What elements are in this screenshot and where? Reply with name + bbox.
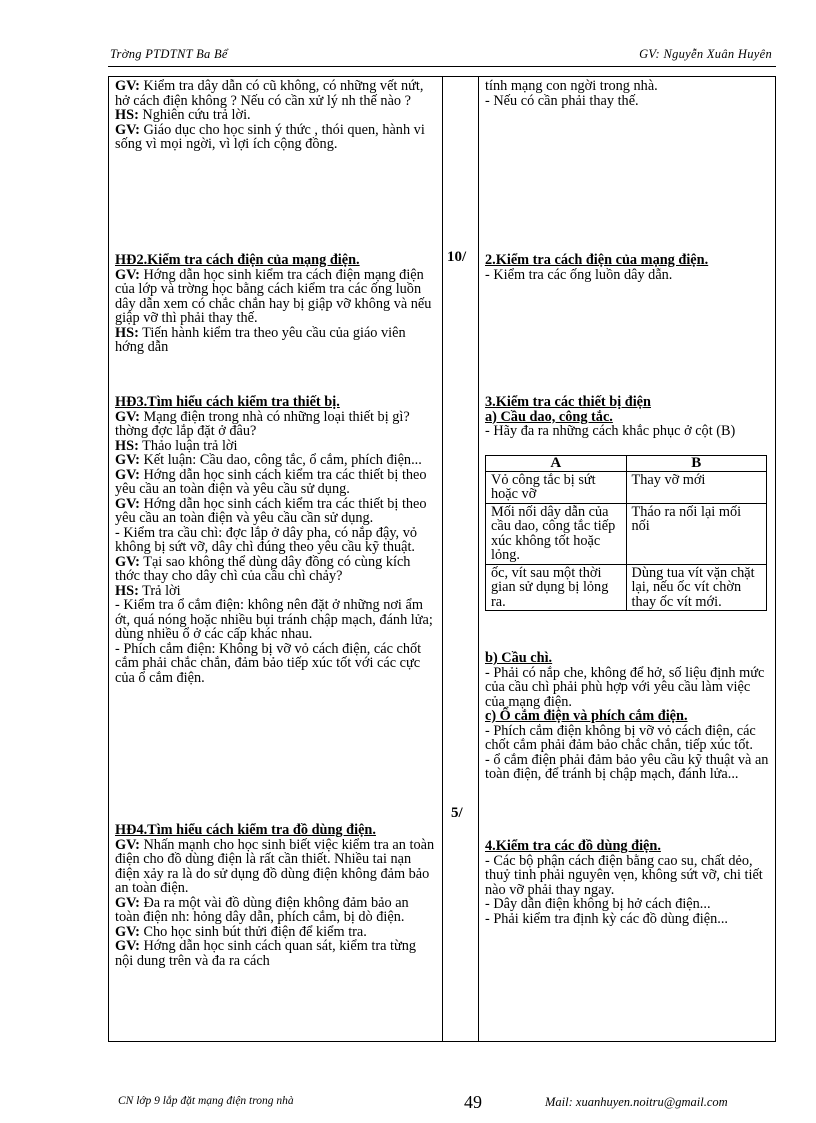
- line-text: Cho học sinh bút thửi điện để kiểm tra.: [139, 923, 367, 940]
- section-3-title: 3.Kiểm tra các thiết bị điện: [485, 394, 651, 410]
- section-4-text3: - Phải kiểm tra định kỳ các đồ dùng điện...: [485, 910, 728, 927]
- hd3-list: [115, 410, 436, 686]
- speaker-role: GV:: [115, 121, 140, 138]
- line-text: Hớng dẫn học sinh kiểm tra cách điện mạng điện của lớp và trờng học bằng cách kiểm tra các ống luồn dây dẫn xem có chắc chắn hay bị giập vỡ không và nếu giập vỡ thì phải thay thế.: [115, 266, 432, 326]
- dialogue-line: [115, 642, 436, 686]
- speaker-role: GV:: [115, 466, 140, 483]
- time-column: [442, 76, 478, 1042]
- dialogue-line: [115, 584, 436, 599]
- dialogue-line: [115, 925, 436, 940]
- hd2-list: [115, 268, 436, 355]
- dialogue-line: [115, 526, 436, 555]
- hd3-block: [115, 395, 436, 685]
- table-row: [486, 503, 767, 564]
- line-text: Thảo luận trả lời: [138, 437, 238, 454]
- line-text: Nhấn mạnh cho học sinh biết việc kiểm tra an toàn điện cho đồ dùng điện là rất cần thiết. Nhiều tai nạn điện xảy ra là do sử dụng đồ dùng điện không đảm bảo an toàn điện.: [115, 836, 435, 896]
- section-3b-title: b) Cầu chì.: [485, 650, 553, 666]
- speaker-role: GV:: [115, 836, 140, 853]
- time-hd4: 5/: [451, 805, 463, 821]
- right-intro-line2: - Nếu có cần phải thay thế.: [485, 92, 639, 109]
- fix-table: [485, 455, 767, 611]
- line-text: Hớng dẫn học sinh cách kiểm tra các thiết bị theo yêu cầu an toàn điện và yêu cầu sử dụng.: [115, 466, 427, 497]
- speaker-role: HS:: [115, 437, 139, 454]
- table-header-row: [486, 456, 767, 472]
- footer-course: CN lớp 9 lắp đặt mạng điện trong nhà: [118, 1095, 294, 1107]
- section-3a-text: - Hãy đa ra những cách khắc phục ở cột (B): [485, 423, 736, 439]
- line-text: Trả lời: [138, 582, 181, 599]
- speaker-role: GV:: [115, 553, 140, 570]
- section-3c-text1: - Phích cắm điện không bị vỡ vỏ cách điện, các chốt cắm phải đảm bảo chắc chắn, tiếp xúc tốt.: [485, 722, 756, 753]
- dialogue-line: [115, 453, 436, 468]
- line-text: Kết luận: Cầu dao, công tắc, ổ cắm, phích điện...: [139, 452, 422, 468]
- line-text: Đa ra một vài đồ dùng điện không đảm bảo an toàn điện nh: hỏng dây dẫn, phích cắm, bị dò điện.: [115, 894, 409, 925]
- table-cell-b: Tháo ra nối lại mối nối: [626, 503, 767, 564]
- footer-mail: Mail: xuanhuyen.noitru@gmail.com: [545, 1095, 728, 1109]
- table-header-a: A: [486, 456, 627, 472]
- hd4-list: [115, 838, 436, 969]
- table-cell-a: ốc, vít sau một thời gian sử dụng bị lỏng ra.: [486, 564, 627, 611]
- dialogue-line: [115, 123, 436, 152]
- speaker-role: GV:: [115, 923, 140, 940]
- header-school: Trờng PTDTNT Ba Bể: [110, 47, 228, 61]
- hd2-title: HĐ2.Kiểm tra cách điện của mạng điện.: [115, 252, 360, 268]
- hd3-title: HĐ3.Tìm hiểu cách kiểm tra thiết bị.: [115, 394, 340, 410]
- hd4-block: [115, 823, 436, 968]
- table-header-b: B: [626, 456, 767, 472]
- section-4: [485, 839, 769, 926]
- speaker-role: GV:: [115, 938, 140, 954]
- dialogue-line: [115, 108, 436, 123]
- dialogue-line: [115, 468, 436, 497]
- speaker-role: GV:: [115, 408, 140, 425]
- speaker-role: GV:: [115, 452, 140, 468]
- dialogue-line: [115, 79, 436, 108]
- table-cell-a: Mối nối dây dẫn của cầu dao, công tắc tiếp xúc không tốt hoặc lỏng.: [486, 503, 627, 564]
- speaker-role: HS:: [115, 582, 139, 599]
- table-cell-b: Dùng tua vít vặn chặt lại, nếu ốc vít chờn thay ốc vít mới.: [626, 564, 767, 611]
- line-text: - Phích cắm điện: Không bị vỡ vỏ cách điện, các chốt cắm phải chắc chắn, đảm bảo tiếp xúc tốt với các cực của ổ cắm điện.: [115, 640, 422, 686]
- right-intro: [485, 79, 769, 108]
- section-3c-title: c) Ổ cắm điện và phích cắm điện.: [485, 708, 688, 724]
- section-2-title: 2.Kiểm tra cách điện của mạng điện.: [485, 252, 709, 268]
- dialogue-line: [115, 838, 436, 896]
- line-text: Kiểm tra dây dẫn có cũ không, có những vết nứt, hở cách điện không ? Nếu có cần xử lý nh thế nào ?: [115, 78, 424, 109]
- section-3b-text: - Phải có nắp che, không để hở, số liệu định mức của cầu chì phải phù hợp với yêu cầu làm việc của mạng điện.: [485, 664, 765, 710]
- speaker-role: GV:: [115, 894, 140, 911]
- intro-block: [115, 79, 436, 152]
- speaker-role: GV:: [115, 266, 140, 283]
- section-3bc: [485, 651, 769, 782]
- dialogue-line: [115, 268, 436, 326]
- table-cell-b: Thay vỡ mới: [626, 471, 767, 503]
- dialogue-line: [115, 326, 436, 355]
- speaker-role: GV:: [115, 495, 140, 512]
- activities-column: [108, 76, 442, 1042]
- line-text: Nghiên cứu trả lời.: [138, 107, 251, 123]
- right-intro-line1: tính mạng con ngời trong nhà.: [485, 78, 658, 94]
- line-text: Tại sao không thể dùng dây đồng có cùng kích thớc thay cho dây chì của cầu chì chảy?: [115, 553, 411, 584]
- dialogue-line: [115, 439, 436, 454]
- hd4-title: HĐ4.Tìm hiểu cách kiểm tra đồ dùng điện.: [115, 822, 376, 838]
- line-text: Mạng điện trong nhà có những loại thiết bị gì? thờng đợc lắp đặt ở đâu?: [115, 408, 410, 439]
- table-row: [486, 471, 767, 503]
- section-4-text1: - Các bộ phận cách điện bằng cao su, chất dẻo, thuỷ tinh phải nguyên vẹn, không sứt vỡ, chi tiết nào vỡ phải thay ngay.: [485, 852, 763, 898]
- line-text: Hớng dẫn học sinh cách kiểm tra các thiết bị theo yêu cầu an toàn điện và yêu cầu cần sử dụng.: [115, 495, 427, 526]
- line-text: - Kiểm tra cầu chì: đợc lắp ở dây pha, có nắp đậy, vỏ không bị sứt vỡ, dây chì đúng theo yêu cầu kỹ thuật.: [115, 524, 418, 555]
- page-number: 49: [464, 1092, 482, 1112]
- section-3a-title: a) Cầu dao, công tắc.: [485, 408, 613, 425]
- dialogue-line: [115, 896, 436, 925]
- line-text: Tiến hành kiểm tra theo yêu cầu của giáo viên hớng dẫn: [115, 324, 406, 355]
- speaker-role: HS:: [115, 107, 139, 123]
- table-cell-a: Vỏ công tắc bị sứt hoặc vỡ: [486, 471, 627, 503]
- dialogue-line: [115, 410, 436, 439]
- speaker-role: GV:: [115, 78, 140, 94]
- hd2-block: [115, 253, 436, 355]
- header-teacher: GV: Nguyễn Xuân Huyên: [639, 47, 772, 61]
- time-hd2: 10/: [447, 249, 467, 265]
- line-text: - Kiểm tra ổ cắm điện: không nên đặt ở những nơi ẩm ớt, quá nóng hoặc nhiều bụi tránh chập mạch, đánh lửa; dùng nhiều ổ ở các cấp khác nhau.: [115, 597, 433, 642]
- section-3: [485, 395, 769, 439]
- content-column: [478, 76, 776, 1042]
- dialogue-line: [115, 497, 436, 526]
- line-text: Hớng dẫn học sinh cách quan sát, kiểm tra từng nội dung trên và đa ra cách: [115, 938, 417, 969]
- section-2-text: - Kiểm tra các ống luồn dây dẫn.: [485, 266, 673, 283]
- speaker-role: HS:: [115, 324, 139, 341]
- dialogue-line: [115, 555, 436, 584]
- table-row: [486, 564, 767, 611]
- section-4-title: 4.Kiểm tra các đồ dùng điện.: [485, 838, 661, 854]
- dialogue-line: [115, 598, 436, 642]
- section-4-text2: - Dây dẫn điện không bị hở cách điện...: [485, 896, 711, 912]
- header-rule: [108, 66, 776, 67]
- line-text: Giáo dục cho học sinh ý thức , thói quen, hành vi sống vì mọi ngời, vì lợi ích cộng đồng.: [115, 121, 425, 152]
- section-2: [485, 253, 769, 282]
- dialogue-line: [115, 939, 436, 968]
- section-3c-text2: - ổ cắm điện phải đảm bảo yêu cầu kỹ thuật và an toàn điện, để tránh bị chập mạch, đánh lửa...: [485, 751, 769, 782]
